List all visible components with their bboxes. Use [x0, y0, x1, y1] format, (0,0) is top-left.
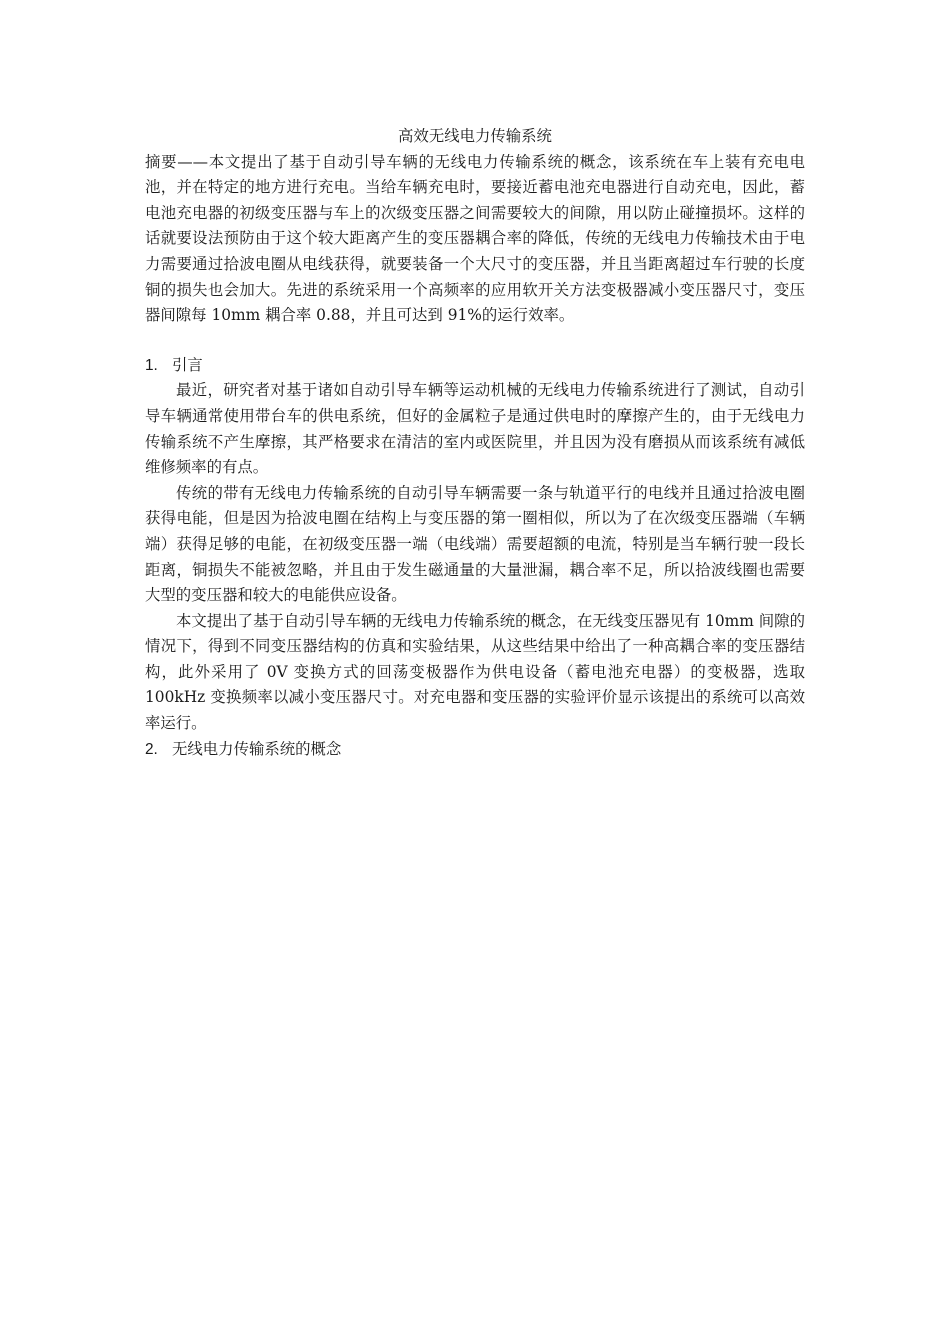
section-2-heading	[145, 737, 805, 763]
document-page	[145, 124, 805, 762]
section-2-number: 2.	[145, 740, 158, 758]
section-2-title: 无线电力传输系统的概念	[172, 739, 342, 758]
section-1-number: 1.	[145, 356, 158, 374]
document-title: 高效无线电力传输系统	[398, 127, 552, 145]
abstract-paragraph: 摘要——本文提出了基于自动引导车辆的无线电力传输系统的概念，该系统在车上装有充电电池，并在特定的地方进行充电。当给车辆充电时，要接近蓄电池充电器进行自动充电，因此，蓄电池充电器的初级变压器与车上的次级变压器之间需要较大的间隙，用以防止碰撞损坏。这样的话就要设法预防由于这个较大距离产生的变压器耦合率的降低，传统的无线电力传输技术由于电力需要通过拾波电圈从电线获得，就要装备一个大尺寸的变压器，并且当距离超过车行驶的长度铜的损失也会加大。先进的系统采用一个高频率的应用软开关方法变极器减小变压器尺寸，变压器间隙每 10mm 耦合率 0.88，并且可达到 91%的运行效率。	[145, 152, 805, 325]
section-1-heading	[145, 353, 805, 379]
section-1-title: 引言	[172, 355, 203, 374]
section-spacer	[145, 329, 805, 353]
body-paragraph-3: 本文提出了基于自动引导车辆的无线电力传输系统的概念，在无线变压器见有 10mm 间隙的情况下，得到不同变压器结构的仿真和实验结果，从这些结果中给出了一种高耦合率的变压器结构，此外采用了 0V 变换方式的回荡变极器作为供电设备（蓄电池充电器）的变极器，选取 100kHz 变换频率以减小变压器尺寸。对充电器和变压器的实验评价显示该提出的系统可以高效率运行。	[145, 611, 805, 733]
body-paragraph-2: 传统的带有无线电力传输系统的自动引导车辆需要一条与轨道平行的电线并且通过拾波电圈获得电能，但是因为拾波电圈在结构上与变压器的第一圈相似，所以为了在次级变压器端（车辆端）获得足够的电能，在初级变压器一端（电线端）需要超额的电流，特别是当车辆行驶一段长距离，铜损失不能被忽略，并且由于发生磁通量的大量泄漏，耦合率不足，所以拾波线圈也需要大型的变压器和较大的电能供应设备。	[145, 483, 805, 605]
body-paragraph-1: 最近，研究者对基于诸如自动引导车辆等运动机械的无线电力传输系统进行了测试，自动引导车辆通常使用带台车的供电系统，但好的金属粒子是通过供电时的摩擦产生的，由于无线电力传输系统不产生摩擦，其严格要求在清洁的室内或医院里，并且因为没有磨损从而该系统有减低维修频率的有点。	[145, 381, 805, 477]
